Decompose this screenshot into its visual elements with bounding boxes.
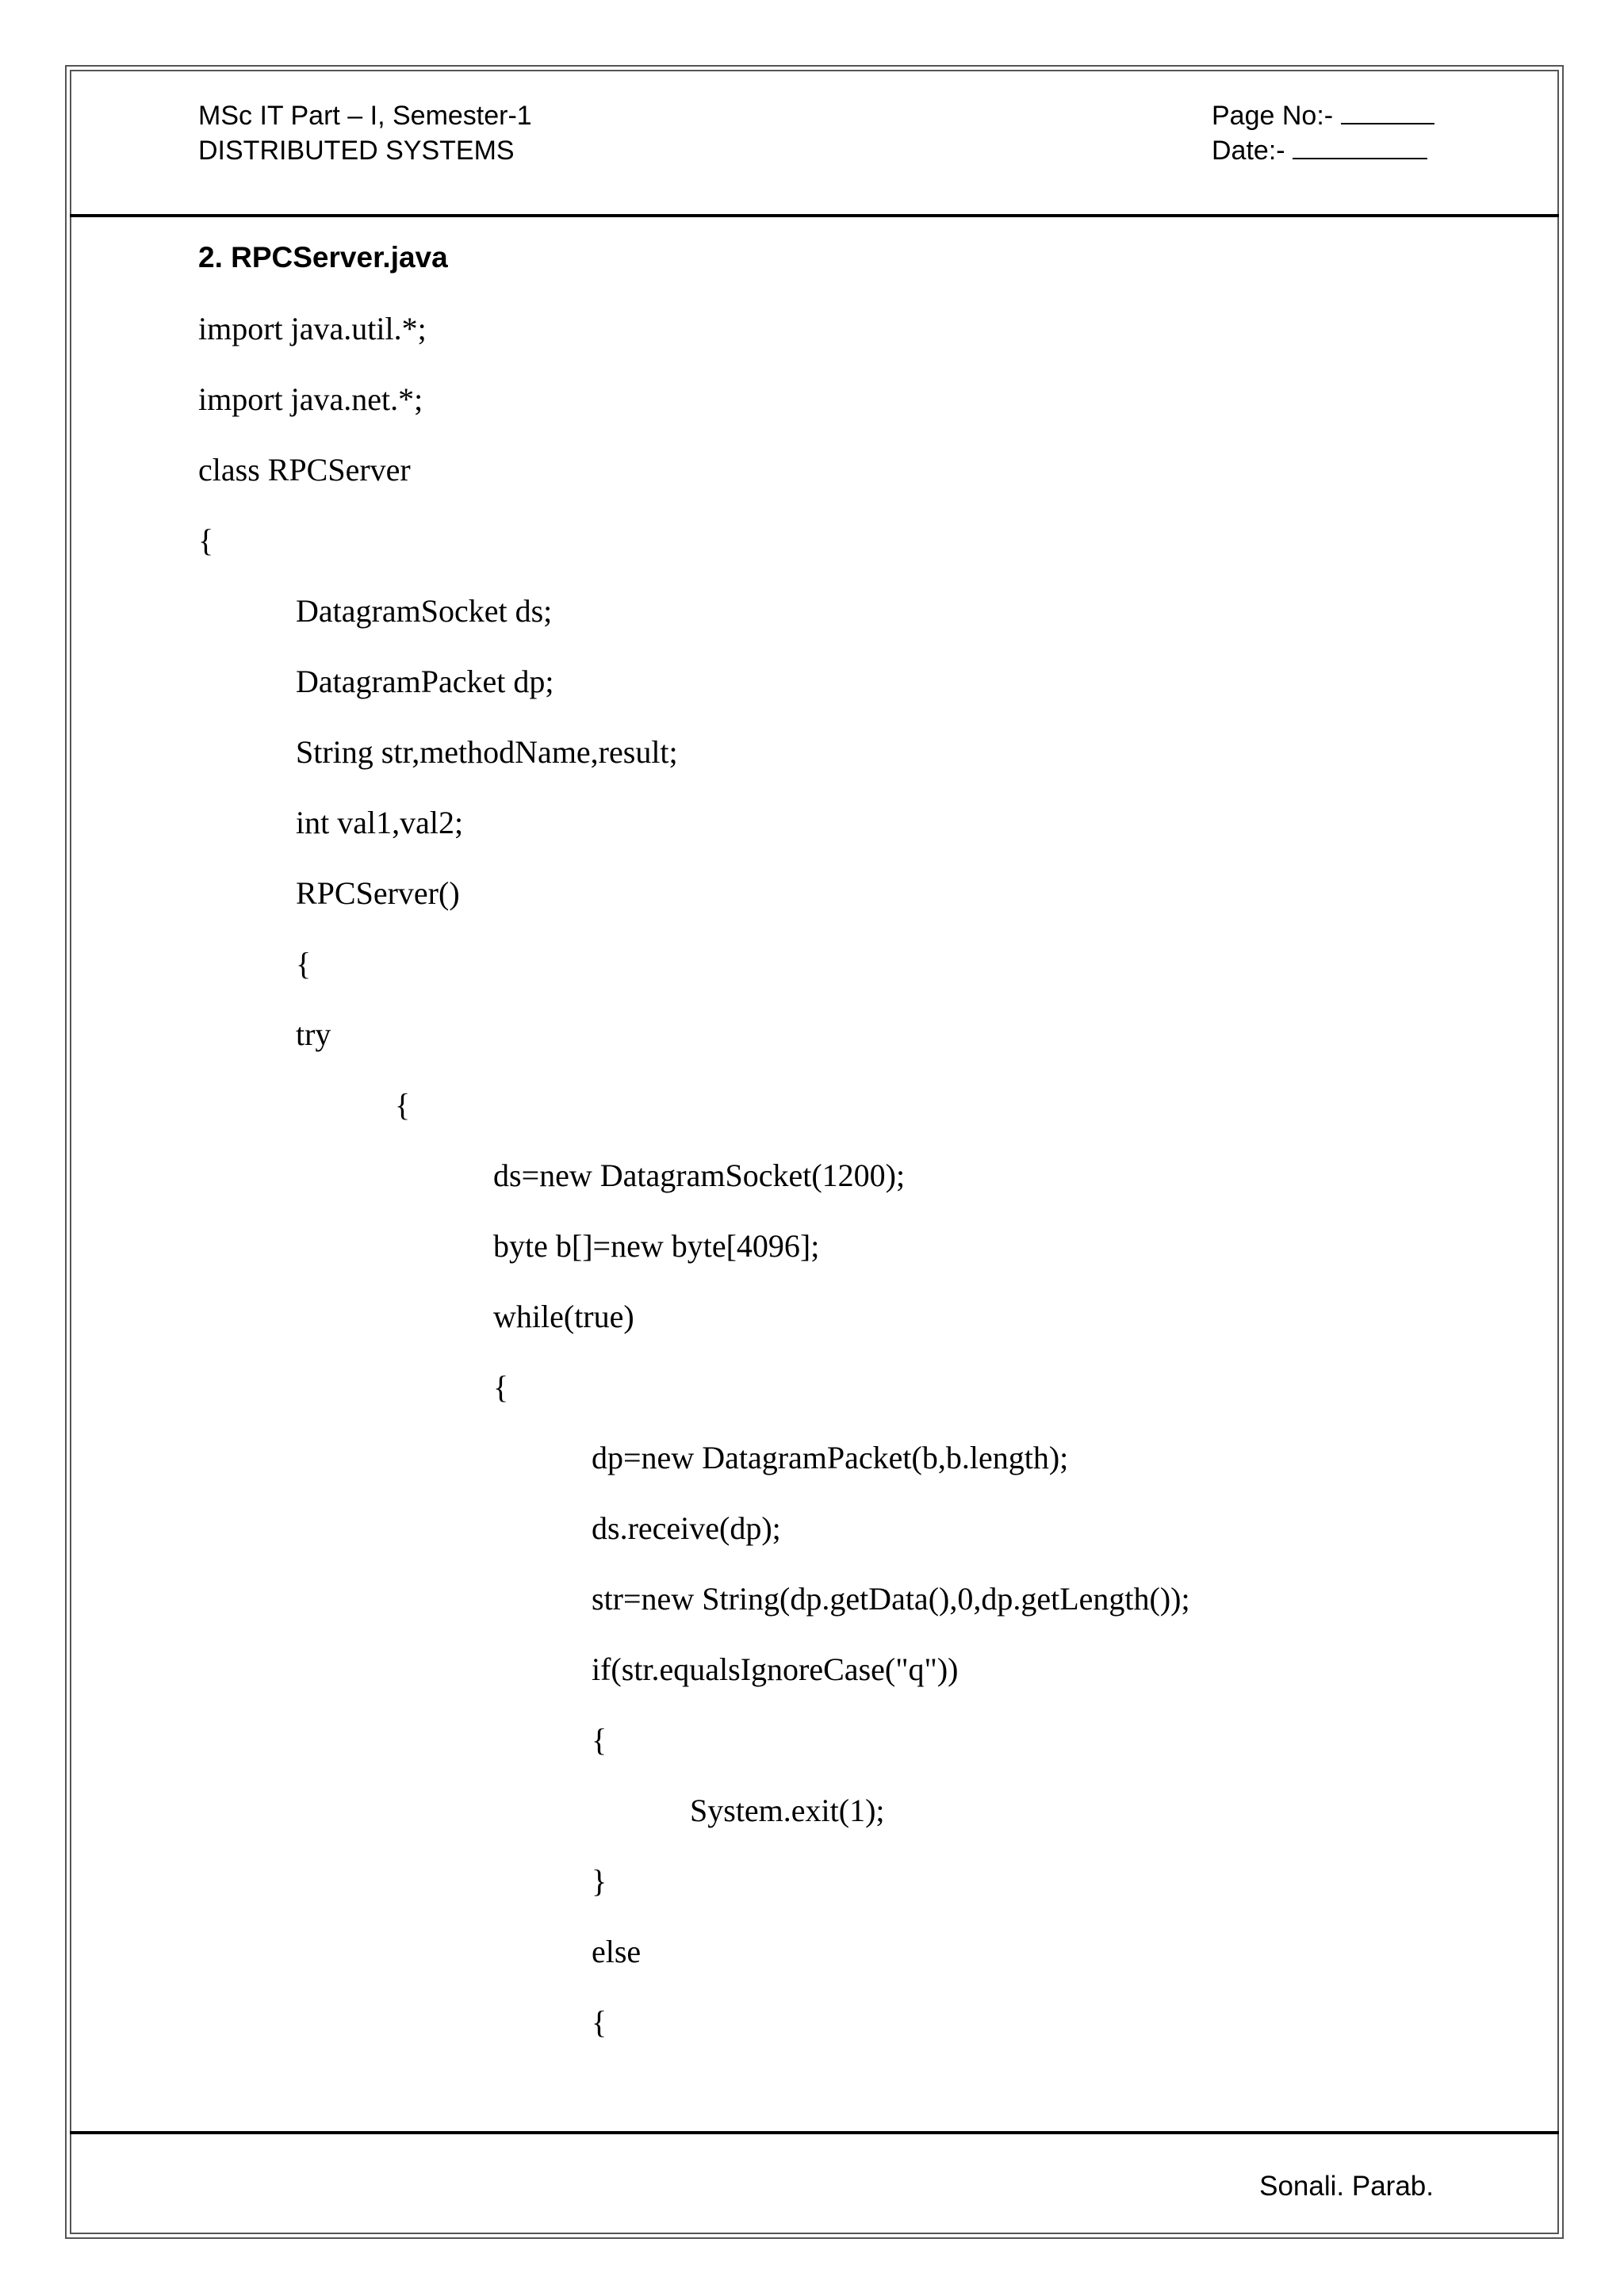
- header-date: [1212, 133, 1427, 168]
- date-label: Date:-: [1212, 136, 1285, 166]
- code-line: byte b[]=new byte[4096];: [493, 1228, 820, 1264]
- code-line: System.exit(1);: [690, 1793, 885, 1828]
- page-no-label: Page No:-: [1212, 101, 1334, 131]
- header-course: MSc IT Part – I, Semester-1: [198, 101, 532, 131]
- date-blank: [1293, 134, 1427, 159]
- code-line: while(true): [493, 1299, 634, 1334]
- code-line: }: [592, 1863, 607, 1899]
- code-line: try: [296, 1016, 331, 1052]
- code-line: {: [592, 2004, 607, 2040]
- code-line: else: [592, 1934, 642, 1969]
- code-line: dp=new DatagramPacket(b,b.length);: [592, 1440, 1069, 1475]
- code-line: {: [395, 1087, 411, 1123]
- header-subject: DISTRIBUTED SYSTEMS: [198, 136, 515, 166]
- header-rule: [70, 214, 1559, 217]
- footer-rule: [70, 2131, 1559, 2134]
- code-line: DatagramPacket dp;: [296, 664, 554, 699]
- code-line: str=new String(dp.getData(),0,dp.getLength());: [592, 1581, 1190, 1617]
- code-line: {: [592, 1722, 607, 1758]
- header-page-no: [1212, 98, 1434, 133]
- footer-author: Sonali. Parab.: [1259, 2171, 1434, 2202]
- code-line: ds.receive(dp);: [592, 1510, 781, 1546]
- page-no-blank: [1341, 99, 1434, 124]
- code-line: {: [198, 522, 214, 558]
- code-line: String str,methodName,result;: [296, 734, 678, 770]
- code-line: import java.util.*;: [198, 311, 427, 346]
- code-line: RPCServer(): [296, 875, 460, 911]
- code-line: ds=new DatagramSocket(1200);: [493, 1158, 906, 1193]
- code-line: DatagramSocket ds;: [296, 593, 553, 629]
- code-line: int val1,val2;: [296, 805, 464, 840]
- section-title: 2. RPCServer.java: [198, 241, 448, 274]
- code-line: {: [296, 946, 312, 982]
- code-line: {: [493, 1369, 509, 1405]
- code-line: import java.net.*;: [198, 381, 423, 417]
- code-line: class RPCServer: [198, 452, 411, 488]
- code-line: if(str.equalsIgnoreCase("q")): [592, 1651, 959, 1687]
